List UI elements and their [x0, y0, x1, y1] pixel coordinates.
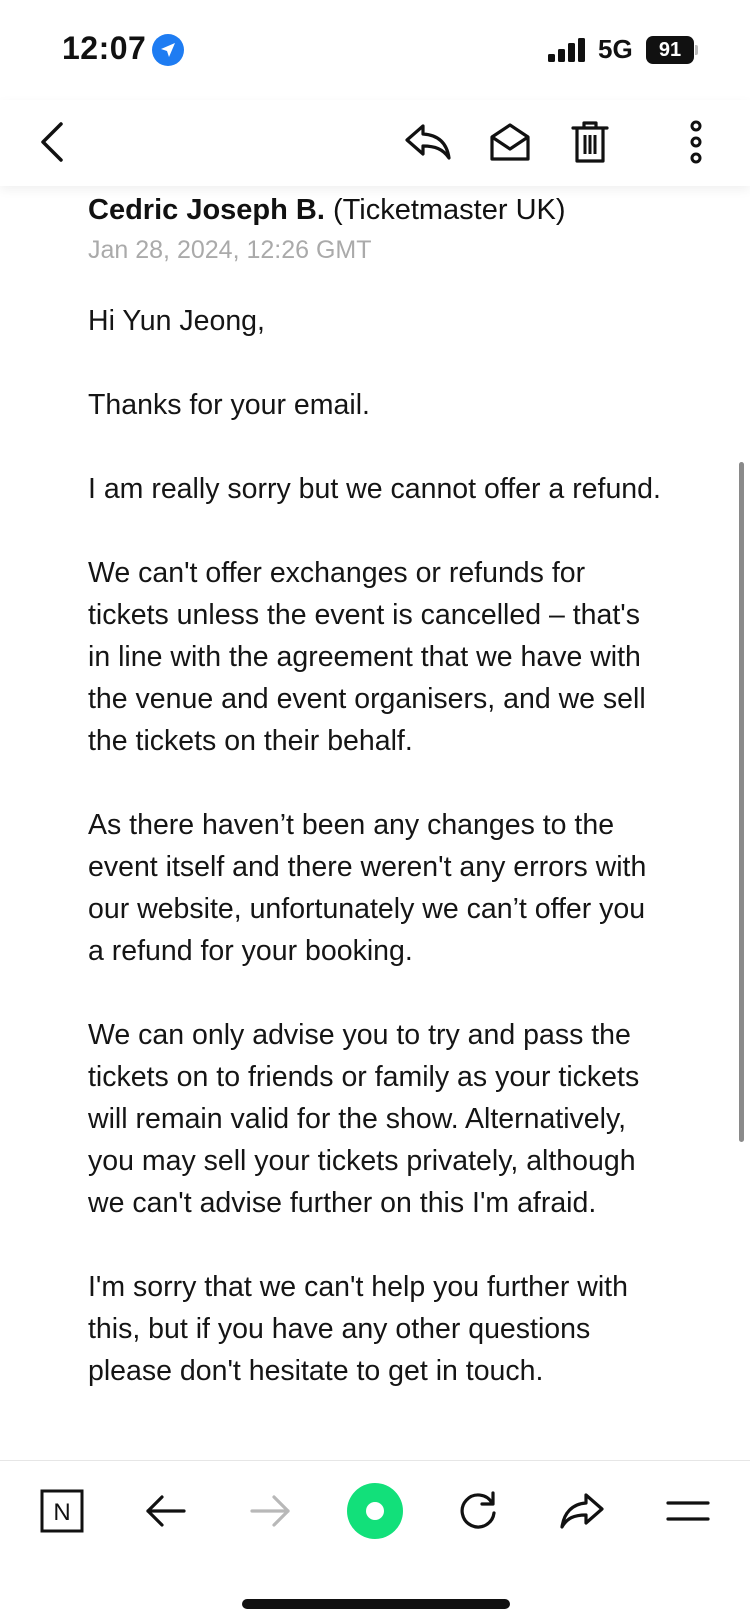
- status-time: 12:07: [62, 30, 147, 66]
- trash-icon: [569, 119, 611, 165]
- green-dot-button[interactable]: [343, 1479, 407, 1543]
- more-vertical-icon: [688, 120, 704, 164]
- back-button[interactable]: [22, 112, 82, 172]
- home-button[interactable]: [30, 1479, 94, 1543]
- browser-forward-button[interactable]: [238, 1479, 302, 1543]
- home-label: N: [53, 1499, 71, 1526]
- email-paragraph: Thanks for your email.: [88, 389, 370, 421]
- email-paragraph: I'm sorry that we can't help you further with this, but if you have any other questions please don't hesitate to get in touch.: [88, 1271, 628, 1387]
- network-type: 5G: [598, 34, 633, 64]
- delete-button[interactable]: [560, 112, 620, 172]
- sender-name: Cedric Joseph B.: [88, 194, 325, 226]
- sender-organization: (Ticketmaster UK): [332, 194, 566, 226]
- browser-back-button[interactable]: [134, 1479, 198, 1543]
- mark-unread-button[interactable]: [480, 112, 540, 172]
- cellular-signal-icon: [548, 38, 588, 62]
- mark-unread-icon: [488, 121, 532, 163]
- refresh-button[interactable]: [446, 1479, 510, 1543]
- email-timestamp: Jan 28, 2024, 12:26 GMT: [88, 236, 372, 264]
- back-arrow-icon: [144, 1493, 188, 1529]
- back-chevron-icon: [37, 120, 67, 164]
- share-icon: [558, 1491, 606, 1531]
- battery-level: 91: [646, 36, 694, 64]
- more-options-button[interactable]: [666, 112, 726, 172]
- battery-icon: [646, 36, 698, 64]
- browser-bottom-bar: [0, 1460, 750, 1570]
- email-paragraph-greeting: Hi Yun Jeong,: [88, 305, 265, 337]
- menu-icon: [666, 1497, 710, 1525]
- green-dot-icon: [346, 1482, 404, 1540]
- email-paragraph: We can't offer exchanges or refunds for tickets unless the event is cancelled – that's in line with the agreement that we have with the venue and event organisers, and we sell the tickets on their behalf.: [88, 557, 646, 757]
- reply-button[interactable]: [398, 112, 458, 172]
- status-bar: [0, 0, 750, 100]
- email-sender: [88, 190, 668, 230]
- email-paragraph: We can only advise you to try and pass the tickets on to friends or family as your tickets will remain valid for the show. Alternatively, you may sell your tickets privately, although we can't advise further on this I'm afraid.: [88, 1019, 640, 1219]
- menu-button[interactable]: [656, 1479, 720, 1543]
- location-arrow-icon: [152, 34, 184, 66]
- email-paragraph: As there haven’t been any changes to the event itself and there weren't any errors with our website, unfortunately we can’t offer you a refund for your booking.: [88, 809, 647, 967]
- email-body: [88, 300, 668, 1392]
- scrollbar[interactable]: [739, 462, 744, 1142]
- naver-home-icon: [40, 1489, 84, 1533]
- forward-arrow-icon: [248, 1493, 292, 1529]
- share-button[interactable]: [550, 1479, 614, 1543]
- email-toolbar: [0, 100, 750, 186]
- home-indicator[interactable]: [242, 1599, 510, 1609]
- email-paragraph: I am really sorry but we cannot offer a refund.: [88, 473, 661, 505]
- email-content: [88, 190, 668, 1434]
- refresh-icon: [456, 1489, 500, 1533]
- reply-icon: [403, 122, 453, 162]
